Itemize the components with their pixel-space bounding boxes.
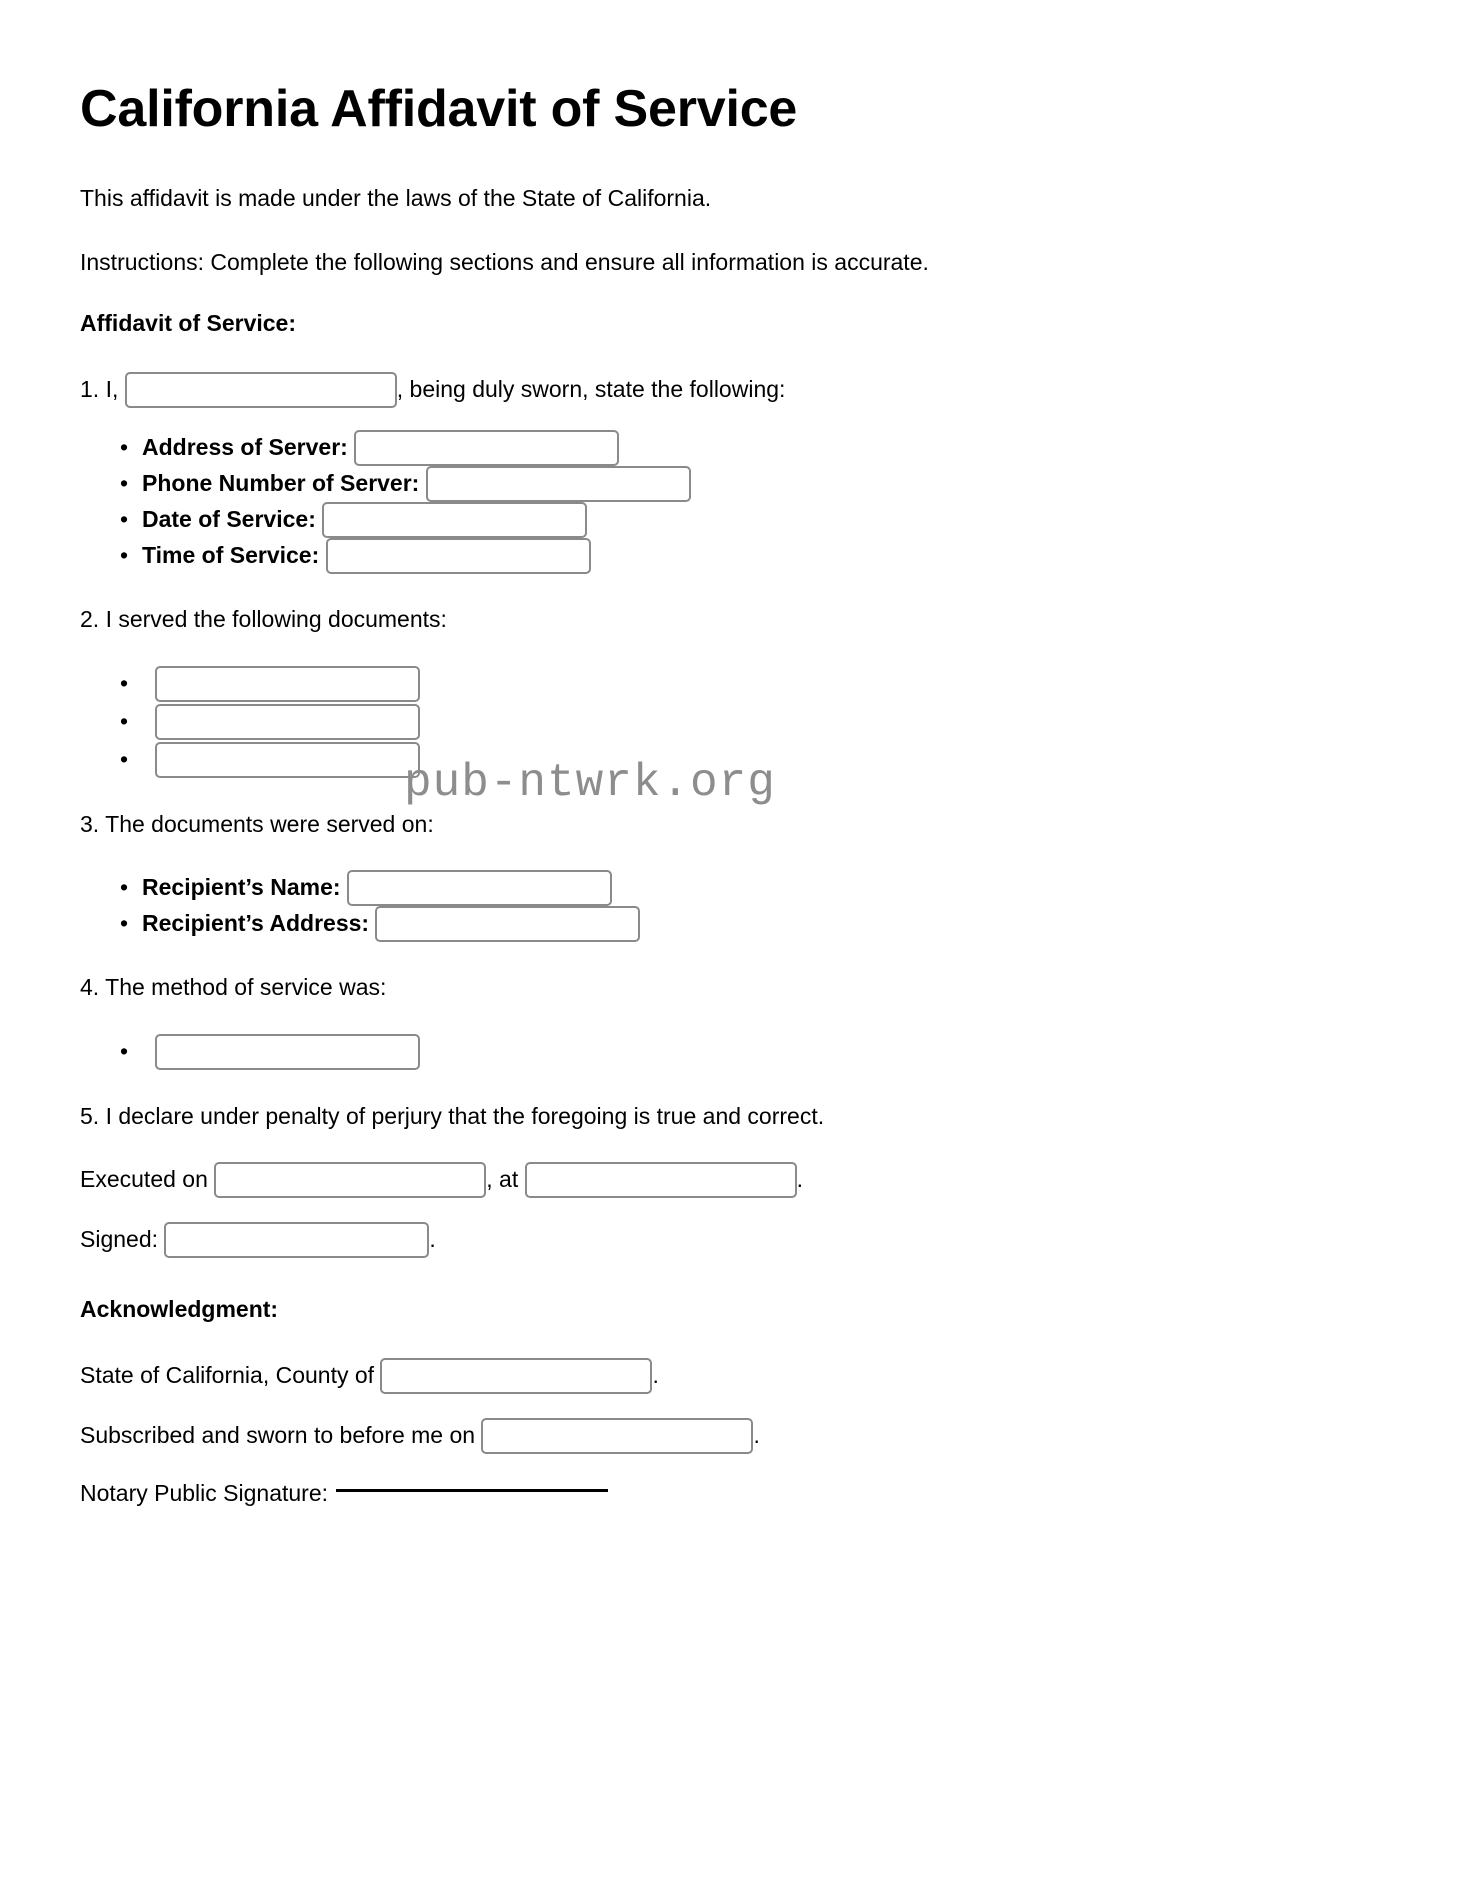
- instructions-paragraph: Instructions: Complete the following sections and ensure all information is accurate.: [80, 248, 929, 275]
- bullet-dot-icon: •: [120, 746, 129, 773]
- notary-signature-line[interactable]: [336, 1488, 608, 1492]
- county-prefix: State of California, County of: [80, 1362, 381, 1389]
- label-phone-number-of-server: Phone Number of Server:: [142, 470, 420, 497]
- notary-signature-row: [80, 1478, 1384, 1509]
- bullet-dot-icon: •: [120, 874, 129, 901]
- bullet-dot-icon: •: [120, 434, 129, 461]
- list-item-recipients-name: [120, 870, 1384, 906]
- list-item: [120, 1033, 1384, 1071]
- phone-number-of-server-input[interactable]: [426, 466, 691, 502]
- served-document-input-1[interactable]: [155, 666, 420, 702]
- item-1-number: 1. I,: [80, 376, 119, 403]
- bullet-dot-icon: •: [120, 708, 129, 735]
- list-item-phone-number-of-server: [120, 466, 1384, 502]
- executed-on-prefix: Executed on: [80, 1166, 215, 1193]
- intro-paragraph: This affidavit is made under the laws of the State of California.: [80, 184, 712, 211]
- recipient-details-list: [80, 870, 1384, 942]
- sworn-suffix: .: [753, 1422, 760, 1449]
- sworn-date-input[interactable]: [481, 1418, 753, 1454]
- served-document-input-2[interactable]: [155, 704, 420, 740]
- address-of-server-input[interactable]: [354, 430, 619, 466]
- item-4-line: 4. The method of service was:: [80, 973, 387, 1000]
- notary-signature-label: Notary Public Signature:: [80, 1479, 329, 1506]
- list-item: [120, 665, 1384, 703]
- item-3-line: 3. The documents were served on:: [80, 810, 434, 837]
- item-2-line: 2. I served the following documents:: [80, 605, 447, 632]
- recipient-address-input[interactable]: [375, 906, 640, 942]
- executed-place-input[interactable]: [525, 1162, 797, 1198]
- sworn-row: [80, 1418, 1384, 1454]
- list-item-time-of-service: [120, 538, 1384, 574]
- bullet-dot-icon: •: [120, 910, 129, 937]
- item-1-line: [80, 372, 1384, 408]
- method-of-service-list: [80, 1033, 1384, 1071]
- served-documents-list: [80, 665, 1384, 779]
- bullet-dot-icon: •: [120, 542, 129, 569]
- county-input[interactable]: [380, 1358, 652, 1394]
- signed-row: [80, 1222, 1384, 1258]
- sworn-prefix: Subscribed and sworn to before me on: [80, 1422, 482, 1449]
- list-item-address-of-server: [120, 430, 1384, 466]
- watermark-text: pub-ntwrk.org: [404, 757, 776, 809]
- time-of-service-input[interactable]: [326, 538, 591, 574]
- executed-on-suffix: .: [796, 1166, 804, 1193]
- item-5-line: 5. I declare under penalty of perjury that the foregoing is true and correct.: [80, 1102, 825, 1129]
- list-item-recipients-address: [120, 906, 1384, 942]
- county-suffix: .: [652, 1362, 659, 1389]
- bullet-dot-icon: •: [120, 470, 129, 497]
- affidavit-section-heading: Affidavit of Service:: [80, 309, 296, 336]
- server-details-list: [80, 430, 1384, 574]
- label-recipients-address: Recipient’s Address:: [142, 910, 370, 937]
- signed-prefix: Signed:: [80, 1226, 165, 1253]
- label-date-of-service: Date of Service:: [142, 506, 316, 533]
- list-item: [120, 703, 1384, 741]
- list-item: [120, 741, 1384, 779]
- list-item-date-of-service: [120, 502, 1384, 538]
- county-row: [80, 1358, 1384, 1394]
- bullet-dot-icon: •: [120, 1038, 129, 1065]
- executed-date-input[interactable]: [214, 1162, 486, 1198]
- signed-suffix: .: [429, 1226, 436, 1253]
- bullet-dot-icon: •: [120, 670, 129, 697]
- acknowledgment-heading: Acknowledgment:: [80, 1295, 279, 1322]
- method-of-service-input[interactable]: [155, 1034, 420, 1070]
- executed-on-row: [80, 1162, 1384, 1198]
- label-time-of-service: Time of Service:: [142, 542, 320, 569]
- page-title: California Affidavit of Service: [80, 80, 798, 138]
- bullet-dot-icon: •: [120, 506, 129, 533]
- executed-on-middle: , at: [486, 1166, 525, 1193]
- item-3-section: [80, 809, 1384, 942]
- label-recipients-name: Recipient’s Name:: [142, 874, 341, 901]
- served-document-input-3[interactable]: [155, 742, 420, 778]
- item-1-suffix: , being duly sworn, state the following:: [396, 376, 786, 403]
- label-address-of-server: Address of Server:: [142, 434, 348, 461]
- recipient-name-input[interactable]: [347, 870, 612, 906]
- signed-input[interactable]: [164, 1222, 429, 1258]
- date-of-service-input[interactable]: [322, 502, 587, 538]
- server-name-input[interactable]: [125, 372, 397, 408]
